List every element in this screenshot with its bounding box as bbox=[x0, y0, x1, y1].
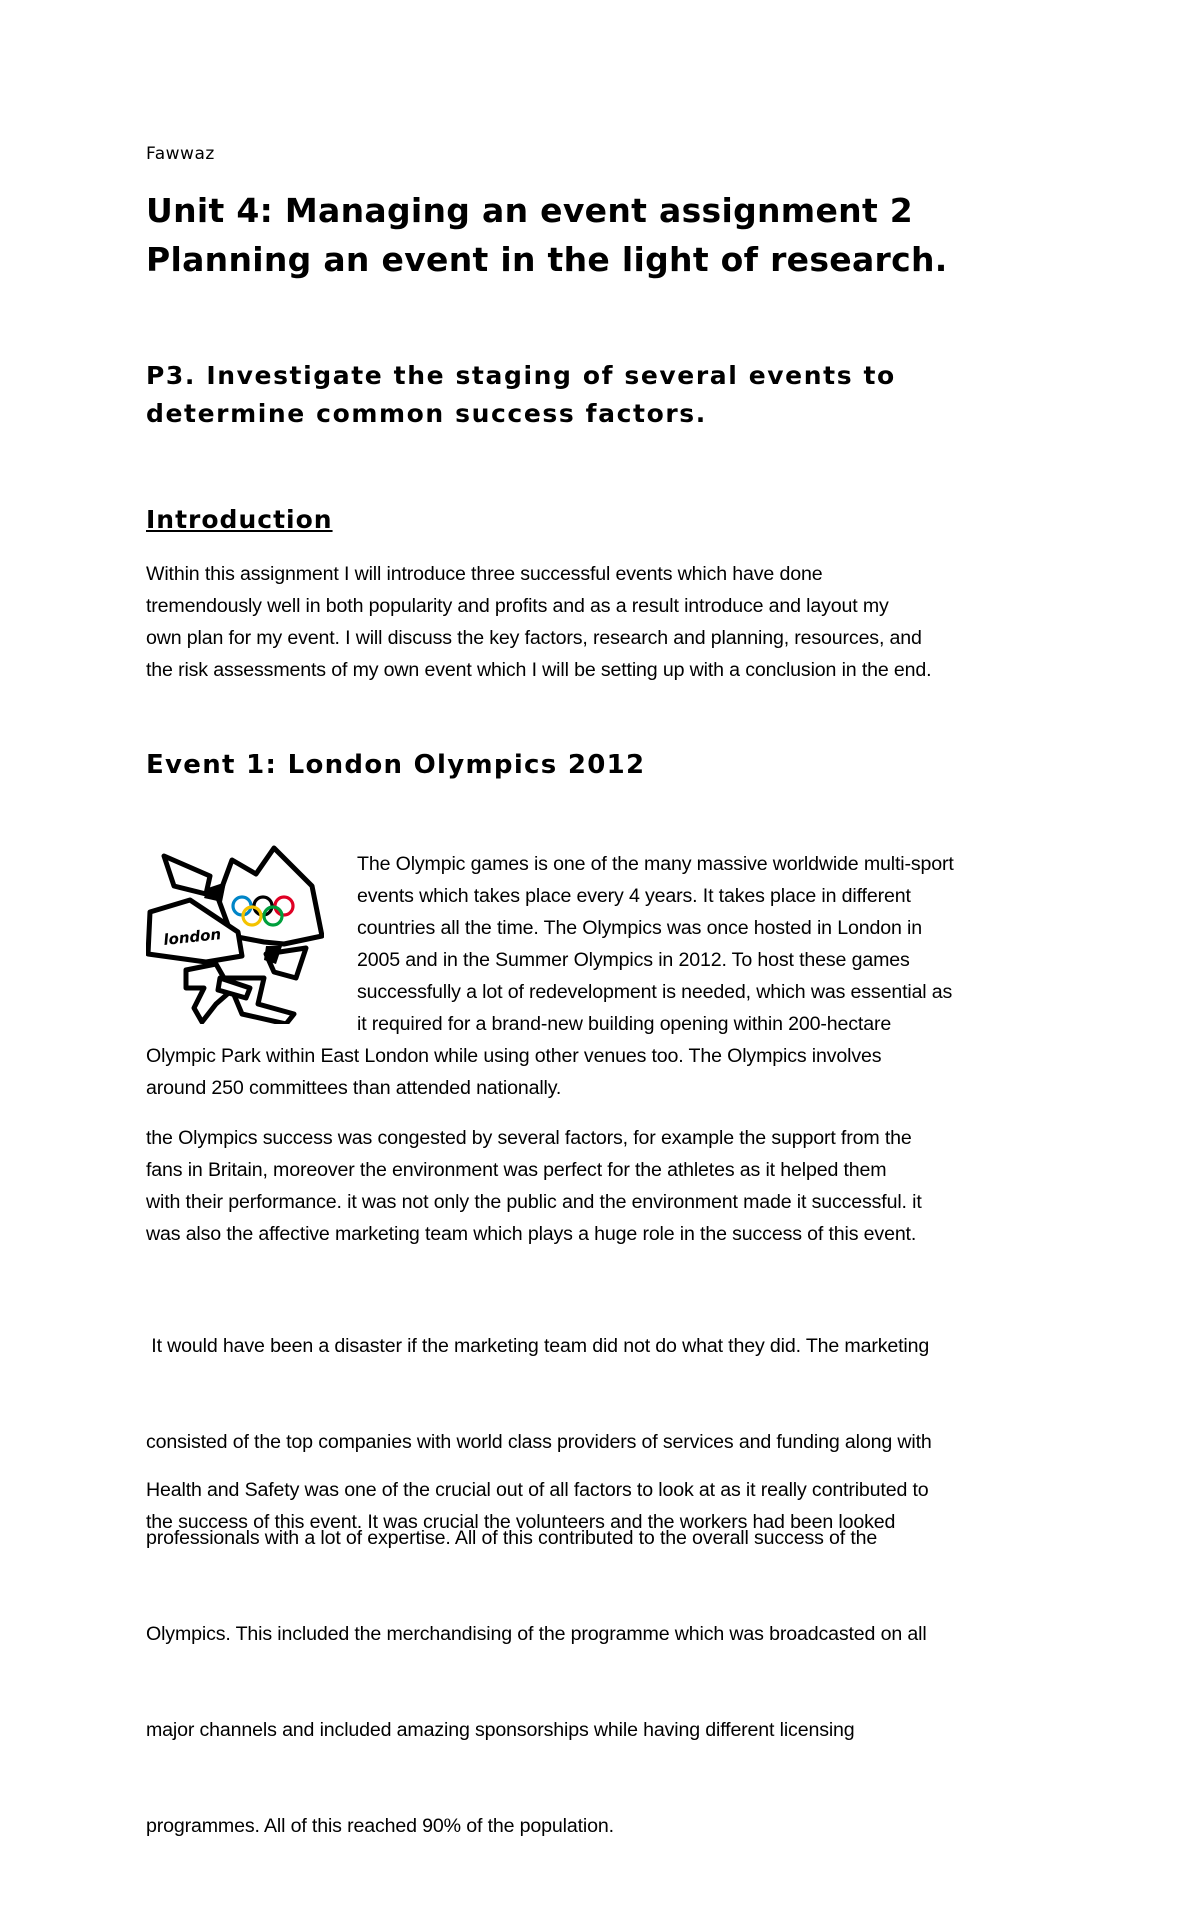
text-line: the success of this event. It was crucial the volunteers and the workers had been looked bbox=[146, 1511, 896, 1533]
text-line: own plan for my event. I will discuss the key factors, research and planning, resources, and bbox=[146, 627, 922, 649]
text-line: Health and Safety was one of the crucial out of all factors to look at as it really contributed to bbox=[146, 1479, 929, 1501]
text-line: it required for a brand-new building opening within 200-hectare bbox=[357, 1013, 892, 1035]
text-line: Olympic Park within East London while using other venues too. The Olympics involves bbox=[146, 1045, 882, 1067]
text-line: the Olympics success was congested by several factors, for example the support from the bbox=[146, 1127, 912, 1149]
london-2012-logo-icon bbox=[146, 828, 324, 1024]
olympic-paragraph-continued bbox=[146, 1040, 881, 1104]
text-line: countries all the time. The Olympics was once hosted in London in bbox=[357, 917, 922, 939]
p3-heading bbox=[146, 357, 896, 433]
p3-line: P3. Investigate the staging of several events to bbox=[146, 361, 896, 390]
introduction-heading: Introduction bbox=[146, 505, 333, 534]
text-line: It would have been a disaster if the marketing team did not do what they did. The marketing bbox=[146, 1335, 930, 1357]
text-line: the risk assessments of my own event which I will be setting up with a conclusion in the end. bbox=[146, 659, 932, 681]
text-line: Within this assignment I will introduce three successful events which have done bbox=[146, 563, 823, 585]
text-line: successfully a lot of redevelopment is needed, which was essential as bbox=[357, 981, 953, 1003]
marketing-paragraph bbox=[146, 1266, 932, 1906]
health-safety-paragraph bbox=[146, 1474, 929, 1538]
introduction-paragraph bbox=[146, 558, 931, 686]
text-line: fans in Britain, moreover the environment was perfect for the athletes as it helped them bbox=[146, 1159, 887, 1181]
document-title bbox=[146, 186, 948, 284]
document-page bbox=[146, 0, 1076, 1837]
text-line: 2005 and in the Summer Olympics in 2012. To host these games bbox=[357, 949, 910, 971]
text-line: programmes. All of this reached 90% of the population. bbox=[146, 1815, 614, 1837]
title-line: Unit 4: Managing an event assignment 2 bbox=[146, 191, 914, 230]
success-factors-paragraph bbox=[146, 1122, 922, 1250]
text-line: events which takes place every 4 years. It takes place in different bbox=[357, 885, 911, 907]
text-line: Olympics. This included the merchandising of the programme which was broadcasted on all bbox=[146, 1623, 927, 1645]
text-line: The Olympic games is one of the many massive worldwide multi-sport bbox=[357, 853, 954, 875]
title-line: Planning an event in the light of research. bbox=[146, 240, 948, 279]
olympic-paragraph bbox=[357, 848, 954, 1040]
text-line: professionals with a lot of expertise. All of this contributed to the overall success of the bbox=[146, 1527, 878, 1549]
text-line: major channels and included amazing sponsorships while having different licensing bbox=[146, 1719, 855, 1741]
text-line: consisted of the top companies with world class providers of services and funding along with bbox=[146, 1431, 932, 1453]
p3-line: determine common success factors. bbox=[146, 399, 707, 428]
text-line: with their performance. it was not only the public and the environment made it successful. it bbox=[146, 1191, 922, 1213]
event1-heading: Event 1: London Olympics 2012 bbox=[146, 750, 646, 780]
text-line: around 250 committees than attended nationally. bbox=[146, 1077, 562, 1099]
logo-text: london bbox=[162, 925, 222, 949]
text-line: tremendously well in both popularity and profits and as a result introduce and layout my bbox=[146, 595, 889, 617]
author-name: Fawwaz bbox=[146, 144, 215, 164]
text-line: was also the affective marketing team which plays a huge role in the success of this event. bbox=[146, 1223, 917, 1245]
